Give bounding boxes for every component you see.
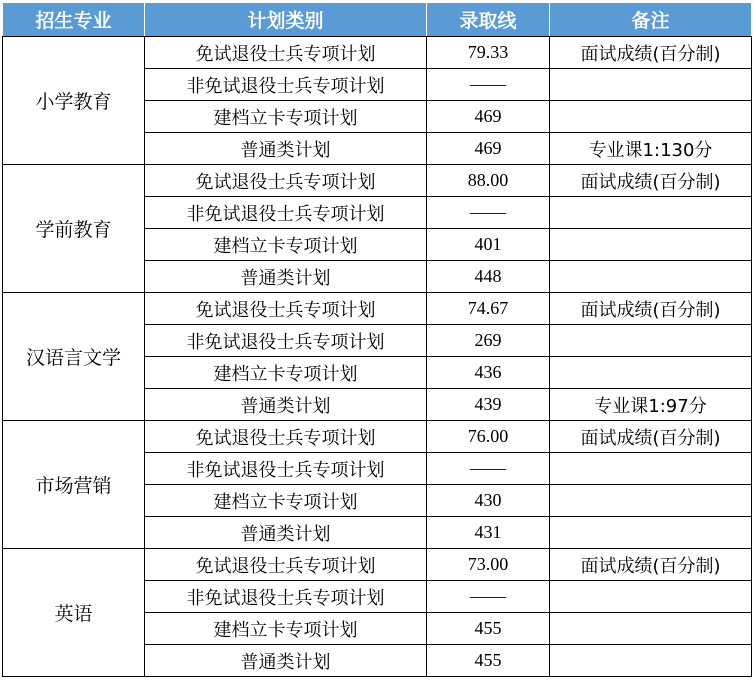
plan-cell: 免试退役士兵专项计划 [145, 165, 427, 197]
plan-cell: 普通类计划 [145, 389, 427, 421]
plan-cell: 普通类计划 [145, 517, 427, 549]
plan-cell: 免试退役士兵专项计划 [145, 293, 427, 325]
table-row [3, 549, 752, 581]
plan-cell: 非免试退役士兵专项计划 [145, 325, 427, 357]
score-cell: —— [427, 453, 550, 485]
major-cell: 汉语言文学 [3, 293, 145, 421]
plan-cell: 免试退役士兵专项计划 [145, 37, 427, 69]
note-cell [550, 485, 752, 517]
score-cell: 76.00 [427, 421, 550, 453]
table-row [3, 165, 752, 197]
score-cell: 88.00 [427, 165, 550, 197]
note-cell [550, 229, 752, 261]
score-cell: 73.00 [427, 549, 550, 581]
plan-cell: 非免试退役士兵专项计划 [145, 197, 427, 229]
note-cell: 面试成绩(百分制) [550, 293, 752, 325]
header-major: 招生专业 [3, 3, 145, 37]
table-row [3, 37, 752, 69]
note-cell: 专业课1:130分 [550, 133, 752, 165]
note-cell [550, 261, 752, 293]
plan-cell: 免试退役士兵专项计划 [145, 549, 427, 581]
table-row [3, 293, 752, 325]
note-cell [550, 581, 752, 613]
major-cell: 英语 [3, 549, 145, 677]
plan-cell: 普通类计划 [145, 645, 427, 677]
score-cell: 79.33 [427, 37, 550, 69]
plan-cell: 非免试退役士兵专项计划 [145, 69, 427, 101]
admission-score-table [2, 2, 752, 677]
score-cell: 448 [427, 261, 550, 293]
score-cell: —— [427, 69, 550, 101]
header-plan-type: 计划类别 [145, 3, 427, 37]
major-cell: 学前教育 [3, 165, 145, 293]
note-cell: 面试成绩(百分制) [550, 421, 752, 453]
score-cell: 430 [427, 485, 550, 517]
score-cell: 455 [427, 645, 550, 677]
score-cell: 455 [427, 613, 550, 645]
plan-cell: 建档立卡专项计划 [145, 613, 427, 645]
note-cell: 面试成绩(百分制) [550, 549, 752, 581]
score-cell: 269 [427, 325, 550, 357]
major-cell: 小学教育 [3, 37, 145, 165]
score-cell: 469 [427, 101, 550, 133]
plan-cell: 普通类计划 [145, 261, 427, 293]
note-cell [550, 69, 752, 101]
score-cell: 469 [427, 133, 550, 165]
plan-cell: 建档立卡专项计划 [145, 101, 427, 133]
note-cell [550, 325, 752, 357]
note-cell [550, 101, 752, 133]
score-cell: 74.67 [427, 293, 550, 325]
note-cell: 面试成绩(百分制) [550, 37, 752, 69]
plan-cell: 普通类计划 [145, 133, 427, 165]
note-cell [550, 453, 752, 485]
score-cell: —— [427, 581, 550, 613]
note-cell [550, 645, 752, 677]
plan-cell: 免试退役士兵专项计划 [145, 421, 427, 453]
note-cell [550, 197, 752, 229]
header-score-line: 录取线 [427, 3, 550, 37]
major-cell: 市场营销 [3, 421, 145, 549]
table-header-row [3, 3, 752, 37]
note-cell [550, 613, 752, 645]
plan-cell: 建档立卡专项计划 [145, 485, 427, 517]
table-row [3, 421, 752, 453]
plan-cell: 非免试退役士兵专项计划 [145, 581, 427, 613]
note-cell: 专业课1:97分 [550, 389, 752, 421]
score-cell: 431 [427, 517, 550, 549]
note-cell: 面试成绩(百分制) [550, 165, 752, 197]
note-cell [550, 517, 752, 549]
score-cell: —— [427, 197, 550, 229]
plan-cell: 建档立卡专项计划 [145, 229, 427, 261]
score-cell: 436 [427, 357, 550, 389]
plan-cell: 建档立卡专项计划 [145, 357, 427, 389]
admission-table-container [2, 2, 751, 693]
score-cell: 401 [427, 229, 550, 261]
score-cell: 439 [427, 389, 550, 421]
note-cell [550, 357, 752, 389]
plan-cell: 非免试退役士兵专项计划 [145, 453, 427, 485]
header-remark: 备注 [550, 3, 752, 37]
